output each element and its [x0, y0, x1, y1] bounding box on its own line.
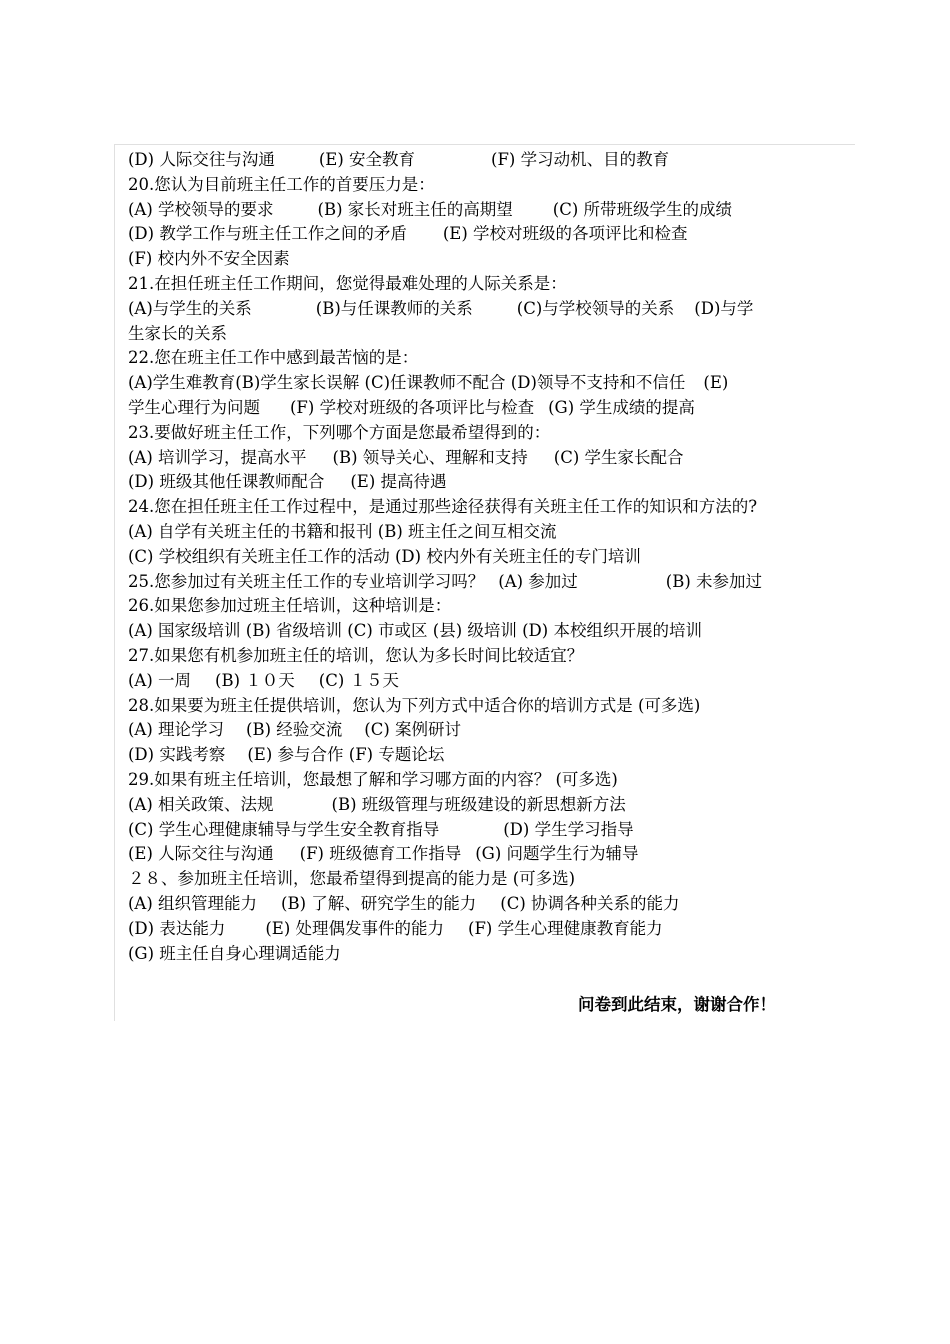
question-line	[128, 694, 858, 719]
text-line	[128, 148, 858, 173]
option-text: (G) 班主任自身心理调适能力	[128, 943, 341, 963]
option-text: (A) 培训学习，提高水平	[128, 447, 307, 467]
option-text: (A) 理论学习	[128, 720, 225, 740]
option-text: (B) 班级管理与班级建设的新思想新方法	[331, 794, 626, 814]
option-text: (B) 未参加过	[665, 571, 763, 591]
option-text: (A)学生难教育(B)学生家长误解 (C)任课教师不配合 (D)领导不支持和不信任	[128, 373, 686, 393]
option-text: (E) 学校对班级的各项评比和检查	[442, 224, 688, 244]
question-text: 28.如果要为班主任提供培训，您认为下列方式中适合你的培训方式是 (可多选)	[128, 695, 701, 715]
text-line	[128, 545, 858, 570]
text-line	[128, 198, 858, 223]
text-line	[128, 793, 858, 818]
text-line	[128, 297, 858, 322]
option-text: (B)与任课教师的关系	[315, 298, 473, 318]
option-text: (C) 学生家长配合	[553, 447, 684, 467]
text-line	[128, 520, 858, 545]
option-text: (C) 学校组织有关班主任工作的活动 (D) 校内外有关班主任的专门培训	[128, 546, 641, 566]
text-line	[128, 669, 858, 694]
option-text: (C)与学校领导的关系	[516, 298, 675, 318]
option-text: (F) 学生心理健康教育能力	[468, 918, 663, 938]
question-text: 29.如果有班主任培训，您最想了解和学习哪方面的内容？ (可多选)	[128, 769, 618, 789]
option-text: 学生心理行为问题	[128, 397, 260, 417]
text-line	[128, 842, 858, 867]
option-text: (A) 一周	[128, 670, 192, 690]
question-line	[128, 173, 858, 198]
question-text: 22.您在班主任工作中感到最苦恼的是：	[128, 348, 419, 368]
question-text: 24.您在担任班主任工作过程中，是通过那些途径获得有关班主任工作的知识和方法的?	[128, 497, 758, 517]
option-text: (G) 问题学生行为辅导	[475, 844, 639, 864]
option-text: (C) 协调各种关系的能力	[500, 893, 680, 913]
option-text: (C) 学生心理健康辅导与学生安全教育指导	[128, 819, 440, 839]
question-line	[128, 495, 858, 520]
option-text: (D) 班级其他任课教师配合	[128, 472, 325, 492]
text-line	[128, 247, 858, 272]
text-line	[128, 818, 858, 843]
option-text: (D) 学生学习指导	[503, 819, 634, 839]
option-text: (B) 领导关心、理解和支持	[332, 447, 528, 467]
option-text: (C) 案例研讨	[364, 720, 462, 740]
option-text: (F) 班级德育工作指导	[299, 844, 462, 864]
question-line	[128, 644, 858, 669]
closing-message: 问卷到此结束，谢谢合作！	[578, 995, 776, 1014]
option-text: (D)与学	[694, 298, 754, 318]
question-line	[128, 421, 858, 446]
text-line	[128, 446, 858, 471]
option-text: (E) 处理偶发事件的能力	[265, 918, 445, 938]
option-text: (A) 相关政策、法规	[128, 794, 274, 814]
option-text: (B) １０天	[215, 670, 295, 690]
option-text: (D) 表达能力	[128, 918, 226, 938]
option-text: (E) 安全教育	[318, 150, 416, 169]
text-line	[128, 322, 858, 347]
question-line	[128, 867, 858, 892]
question-line	[128, 272, 858, 297]
option-text: (A) 参加过	[498, 571, 578, 591]
text-line	[128, 222, 858, 247]
option-text: (A)与学生的关系	[128, 298, 252, 318]
option-text: (B) 家长对班主任的高期望	[317, 199, 513, 219]
option-text: (A) 自学有关班主任的书籍和报刊 (B) 班主任之间互相交流	[128, 521, 557, 541]
option-text: (D) 实践考察	[128, 745, 226, 765]
text-line	[128, 942, 858, 967]
option-text: (A) 学校领导的要求	[128, 199, 274, 219]
text-line	[128, 892, 858, 917]
option-text: (E) 人际交往与沟通	[128, 844, 274, 864]
question-text: 20.您认为目前班主任工作的首要压力是：	[128, 174, 435, 194]
question-line	[128, 346, 858, 371]
text-line	[128, 371, 858, 396]
text-line	[128, 917, 858, 942]
option-text: 生家长的关系	[128, 323, 227, 343]
option-text: (A) 组织管理能力	[128, 893, 258, 913]
question-text: 27.如果您有机参加班主任的培训，您认为多长时间比较适宜？	[128, 645, 584, 665]
text-line	[128, 396, 858, 421]
question-text: 21.在担任班主任工作期间，您觉得最难处理的人际关系是：	[128, 273, 567, 293]
option-text: (B) 经验交流	[246, 720, 343, 740]
text-line	[128, 619, 858, 644]
option-text: (A) 国家级培训 (B) 省级培训 (C) 市或区 (县) 级培训 (D) 本校组织开展的培训	[128, 621, 702, 641]
question-line	[128, 594, 858, 619]
option-text: (E) 提高待遇	[350, 472, 447, 492]
option-text: (D) 人际交往与沟通	[128, 150, 275, 169]
option-text: (C) １５天	[318, 670, 400, 690]
option-text: (F) 校内外不安全因素	[128, 249, 290, 269]
option-text: (E) 参与合作 (F) 专题论坛	[247, 745, 445, 765]
question-text: 26.如果您参加过班主任培训，这种培训是：	[128, 596, 452, 616]
question-text: 25.您参加过有关班主任工作的专业培训学习吗？	[128, 571, 485, 591]
option-text: (B) 了解、研究学生的能力	[281, 893, 477, 913]
option-text: (C) 所带班级学生的成绩	[552, 199, 733, 219]
questionnaire-body	[128, 148, 858, 966]
option-text: (F) 学习动机、目的教育	[491, 150, 670, 169]
question-line	[128, 768, 858, 793]
text-line	[128, 743, 858, 768]
question-text: 23.要做好班主任工作，下列哪个方面是您最希望得到的：	[128, 422, 551, 442]
option-text: (E)	[703, 373, 729, 393]
text-line	[128, 470, 858, 495]
option-text: (F) 学校对班级的各项评比与检查	[290, 397, 535, 417]
option-text: (G) 学生成绩的提高	[548, 397, 695, 417]
question-line	[128, 570, 858, 595]
text-line	[128, 718, 858, 743]
question-text: ２８、参加班主任培训，您最希望得到提高的能力是 (可多选)	[128, 869, 576, 889]
option-text: (D) 教学工作与班主任工作之间的矛盾	[128, 224, 407, 244]
